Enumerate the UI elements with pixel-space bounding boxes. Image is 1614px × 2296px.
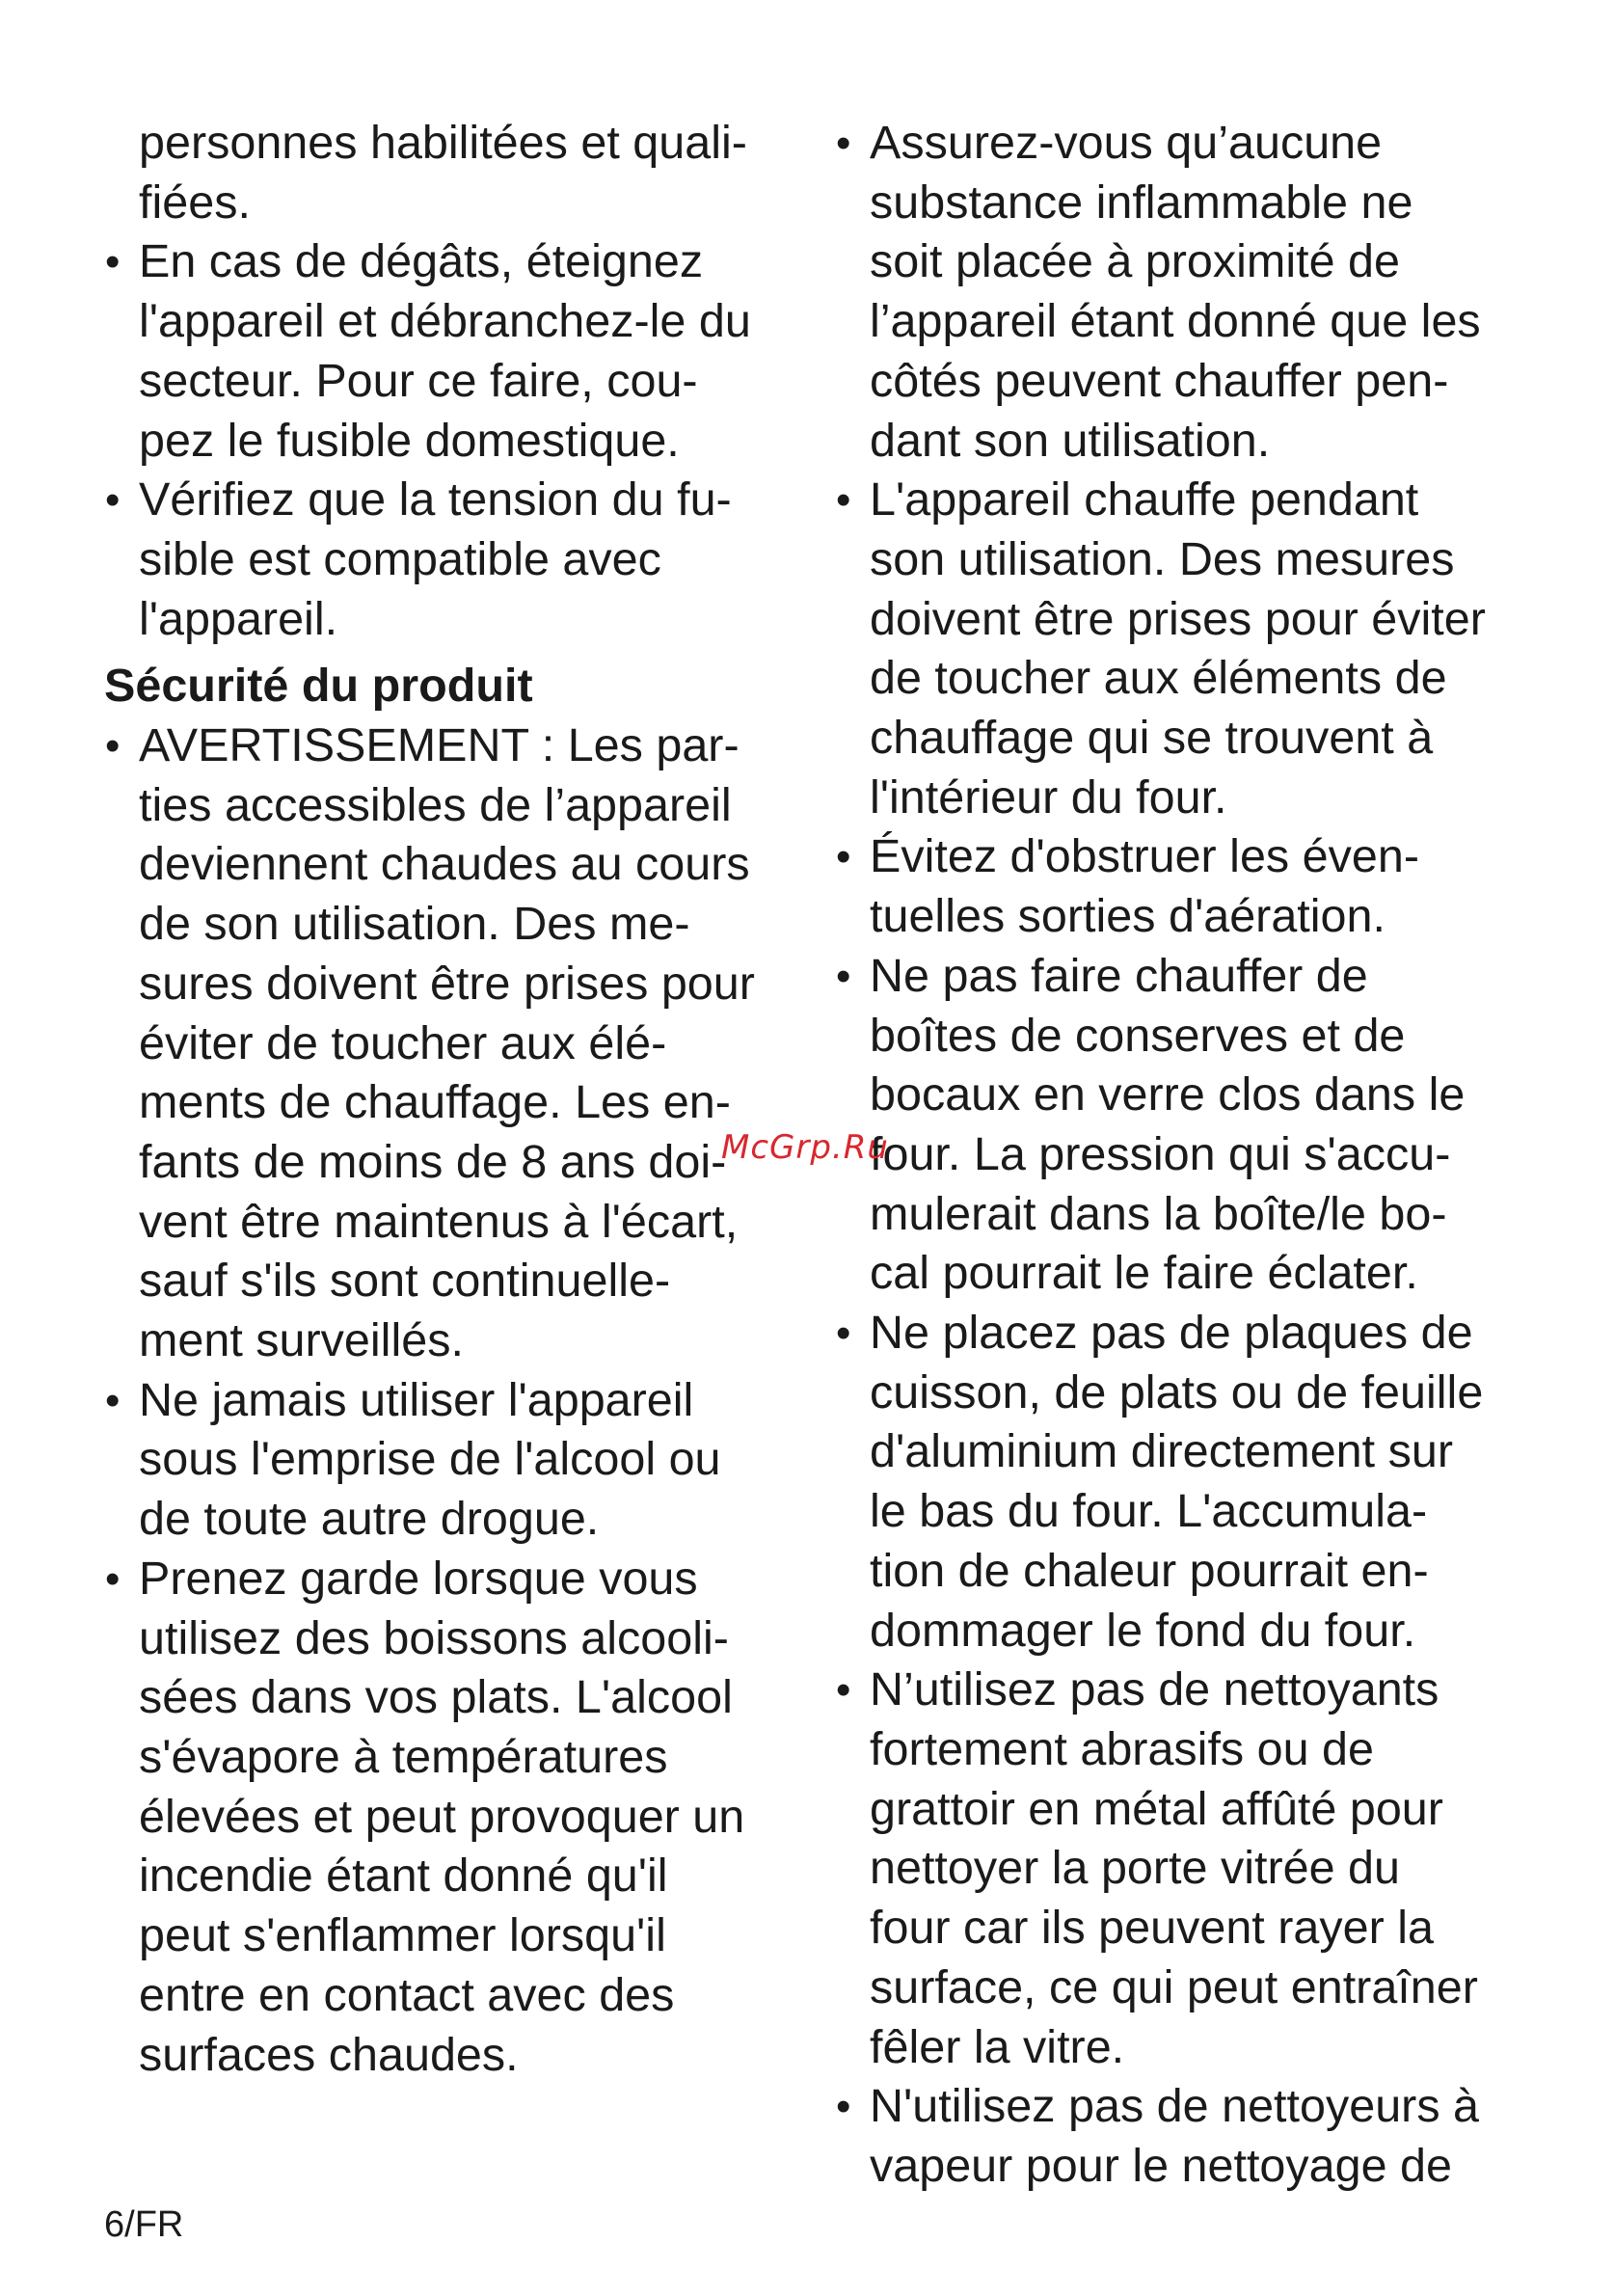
text-line: utilisez des boissons alcooli-: [139, 1611, 729, 1664]
text-line: dommager le fond du four.: [870, 1604, 1416, 1657]
text-line: fortement abrasifs ou de: [870, 1722, 1375, 1775]
text-line: ments de chauffage. Les en-: [139, 1076, 731, 1129]
text-line: incendie étant donné qu'il: [139, 1850, 668, 1903]
watermark: McGrp.Ru: [721, 1128, 889, 1167]
text-line: d'aluminium directement sur: [870, 1425, 1453, 1478]
text-line: surface, ce qui peut entraîner: [870, 1960, 1478, 2013]
text-line: de toucher aux éléments de: [870, 652, 1447, 705]
text-line: l'intérieur du four.: [870, 770, 1227, 824]
text-line: • L'appareil chauffe pendant: [870, 473, 1419, 527]
text-line: vent être maintenus à l'écart,: [139, 1195, 739, 1248]
text-line: sous l'emprise de l'alcool ou: [139, 1433, 721, 1486]
right-column: [835, 114, 1520, 2197]
page-number: 6/FR: [104, 2204, 184, 2245]
text-line: ment surveillés.: [139, 1314, 464, 1367]
text-line: • Vérifiez que la tension du fu-: [139, 473, 732, 527]
text-line: côtés peuvent chauffer pen-: [870, 354, 1449, 407]
text-line: chauffage qui se trouvent à: [870, 712, 1434, 765]
list-item: [835, 947, 1520, 1304]
text-line: tuelles sorties d'aération.: [870, 890, 1385, 943]
text-line: dant son utilisation.: [870, 414, 1271, 467]
text-line: secteur. Pour ce faire, cou-: [139, 354, 698, 407]
text-line: • Ne placez pas de plaques de: [870, 1307, 1473, 1360]
text-line: • Évitez d'obstruer les éven-: [870, 830, 1419, 883]
text-line: entre en contact avec des: [139, 1968, 675, 2021]
list-item: [835, 1661, 1520, 2077]
text-line: fants de moins de 8 ans doi-: [139, 1135, 727, 1188]
text-line: mulerait dans la boîte/le bo-: [870, 1187, 1447, 1240]
text-line: • En cas de dégâts, éteignez: [139, 235, 704, 288]
text-line: le bas du four. L'accumula-: [870, 1485, 1428, 1538]
text-line: • Ne pas faire chauffer de: [870, 949, 1368, 1002]
text-line: éviter de toucher aux élé-: [139, 1016, 667, 1069]
text-line: de son utilisation. Des me-: [139, 898, 690, 951]
text-line: • AVERTISSEMENT : Les par-: [139, 719, 740, 772]
text-line: l’appareil étant donné que les: [870, 295, 1481, 348]
text-line: sures doivent être prises pour: [139, 957, 755, 1010]
continuation-paragraph: [104, 114, 791, 232]
text-line: sible est compatible avec: [139, 532, 661, 585]
text-line: • Assurez-vous qu’aucune: [870, 117, 1383, 169]
text-line: boîtes de conserves et de: [870, 1009, 1406, 1062]
text-line: élevées et peut provoquer un: [139, 1790, 745, 1843]
text-line: • Ne jamais utiliser l'appareil: [139, 1373, 694, 1426]
text-line: pez le fusible domestique.: [139, 414, 680, 467]
text-line: substance inflammable ne: [870, 176, 1413, 229]
text-line: bocaux en verre clos dans le: [870, 1068, 1466, 1121]
text-line: sauf s'ils sont continuelle-: [139, 1255, 671, 1308]
text-line: nettoyer la porte vitrée du: [870, 1842, 1400, 1895]
text-line: soit placée à proximité de: [870, 235, 1400, 288]
text-line: ties accessibles de l’appareil: [139, 778, 732, 831]
list-item: [835, 827, 1520, 946]
list-item: [835, 471, 1520, 827]
list-item: [835, 114, 1520, 471]
list-item: [104, 1550, 791, 2085]
text-line: surfaces chaudes.: [139, 2028, 519, 2081]
text-line: doivent être prises pour éviter: [870, 592, 1486, 645]
list-item: [104, 1371, 791, 1550]
text-line: l'appareil.: [139, 592, 338, 645]
bullet-list-top: [104, 232, 791, 649]
text-line: personnes habilitées et quali-: [139, 117, 747, 169]
text-line: s'évapore à températures: [139, 1730, 668, 1783]
text-line: peut s'enflammer lorsqu'il: [139, 1909, 666, 1962]
text-line: • Prenez garde lorsque vous: [139, 1552, 698, 1605]
section-heading: Sécurité du produit: [104, 660, 533, 713]
text-line: deviennent chaudes au cours: [139, 838, 750, 891]
list-item: [835, 2077, 1520, 2196]
text-line: cuisson, de plats ou de feuille: [870, 1365, 1484, 1418]
left-column: [104, 114, 791, 2085]
text-line: de toute autre drogue.: [139, 1493, 600, 1546]
text-line: sées dans vos plats. L'alcool: [139, 1671, 733, 1724]
text-line: fêler la vitre.: [870, 2020, 1125, 2073]
list-item: [104, 716, 791, 1371]
list-item: [835, 1304, 1520, 1661]
text-line: cal pourrait le faire éclater.: [870, 1247, 1418, 1300]
bullet-list-bottom: [104, 716, 791, 2085]
text-line: vapeur pour le nettoyage de: [870, 2139, 1453, 2192]
text-line: tion de chaleur pourrait en-: [870, 1544, 1429, 1597]
list-item: [104, 232, 791, 471]
text-line: l'appareil et débranchez-le du: [139, 295, 751, 348]
text-line: grattoir en métal affûté pour: [870, 1782, 1443, 1835]
text-line: son utilisation. Des mesures: [870, 532, 1455, 585]
bullet-list-right: [835, 114, 1520, 2197]
text-line: fiées.: [139, 176, 251, 229]
text-line: four car ils peuvent rayer la: [870, 1902, 1434, 1955]
text-line: • N’utilisez pas de nettoyants: [870, 1663, 1439, 1716]
text-line: four. La pression qui s'accu-: [870, 1127, 1451, 1180]
text-line: • N'utilisez pas de nettoyeurs à: [870, 2080, 1480, 2133]
list-item: [104, 471, 791, 649]
